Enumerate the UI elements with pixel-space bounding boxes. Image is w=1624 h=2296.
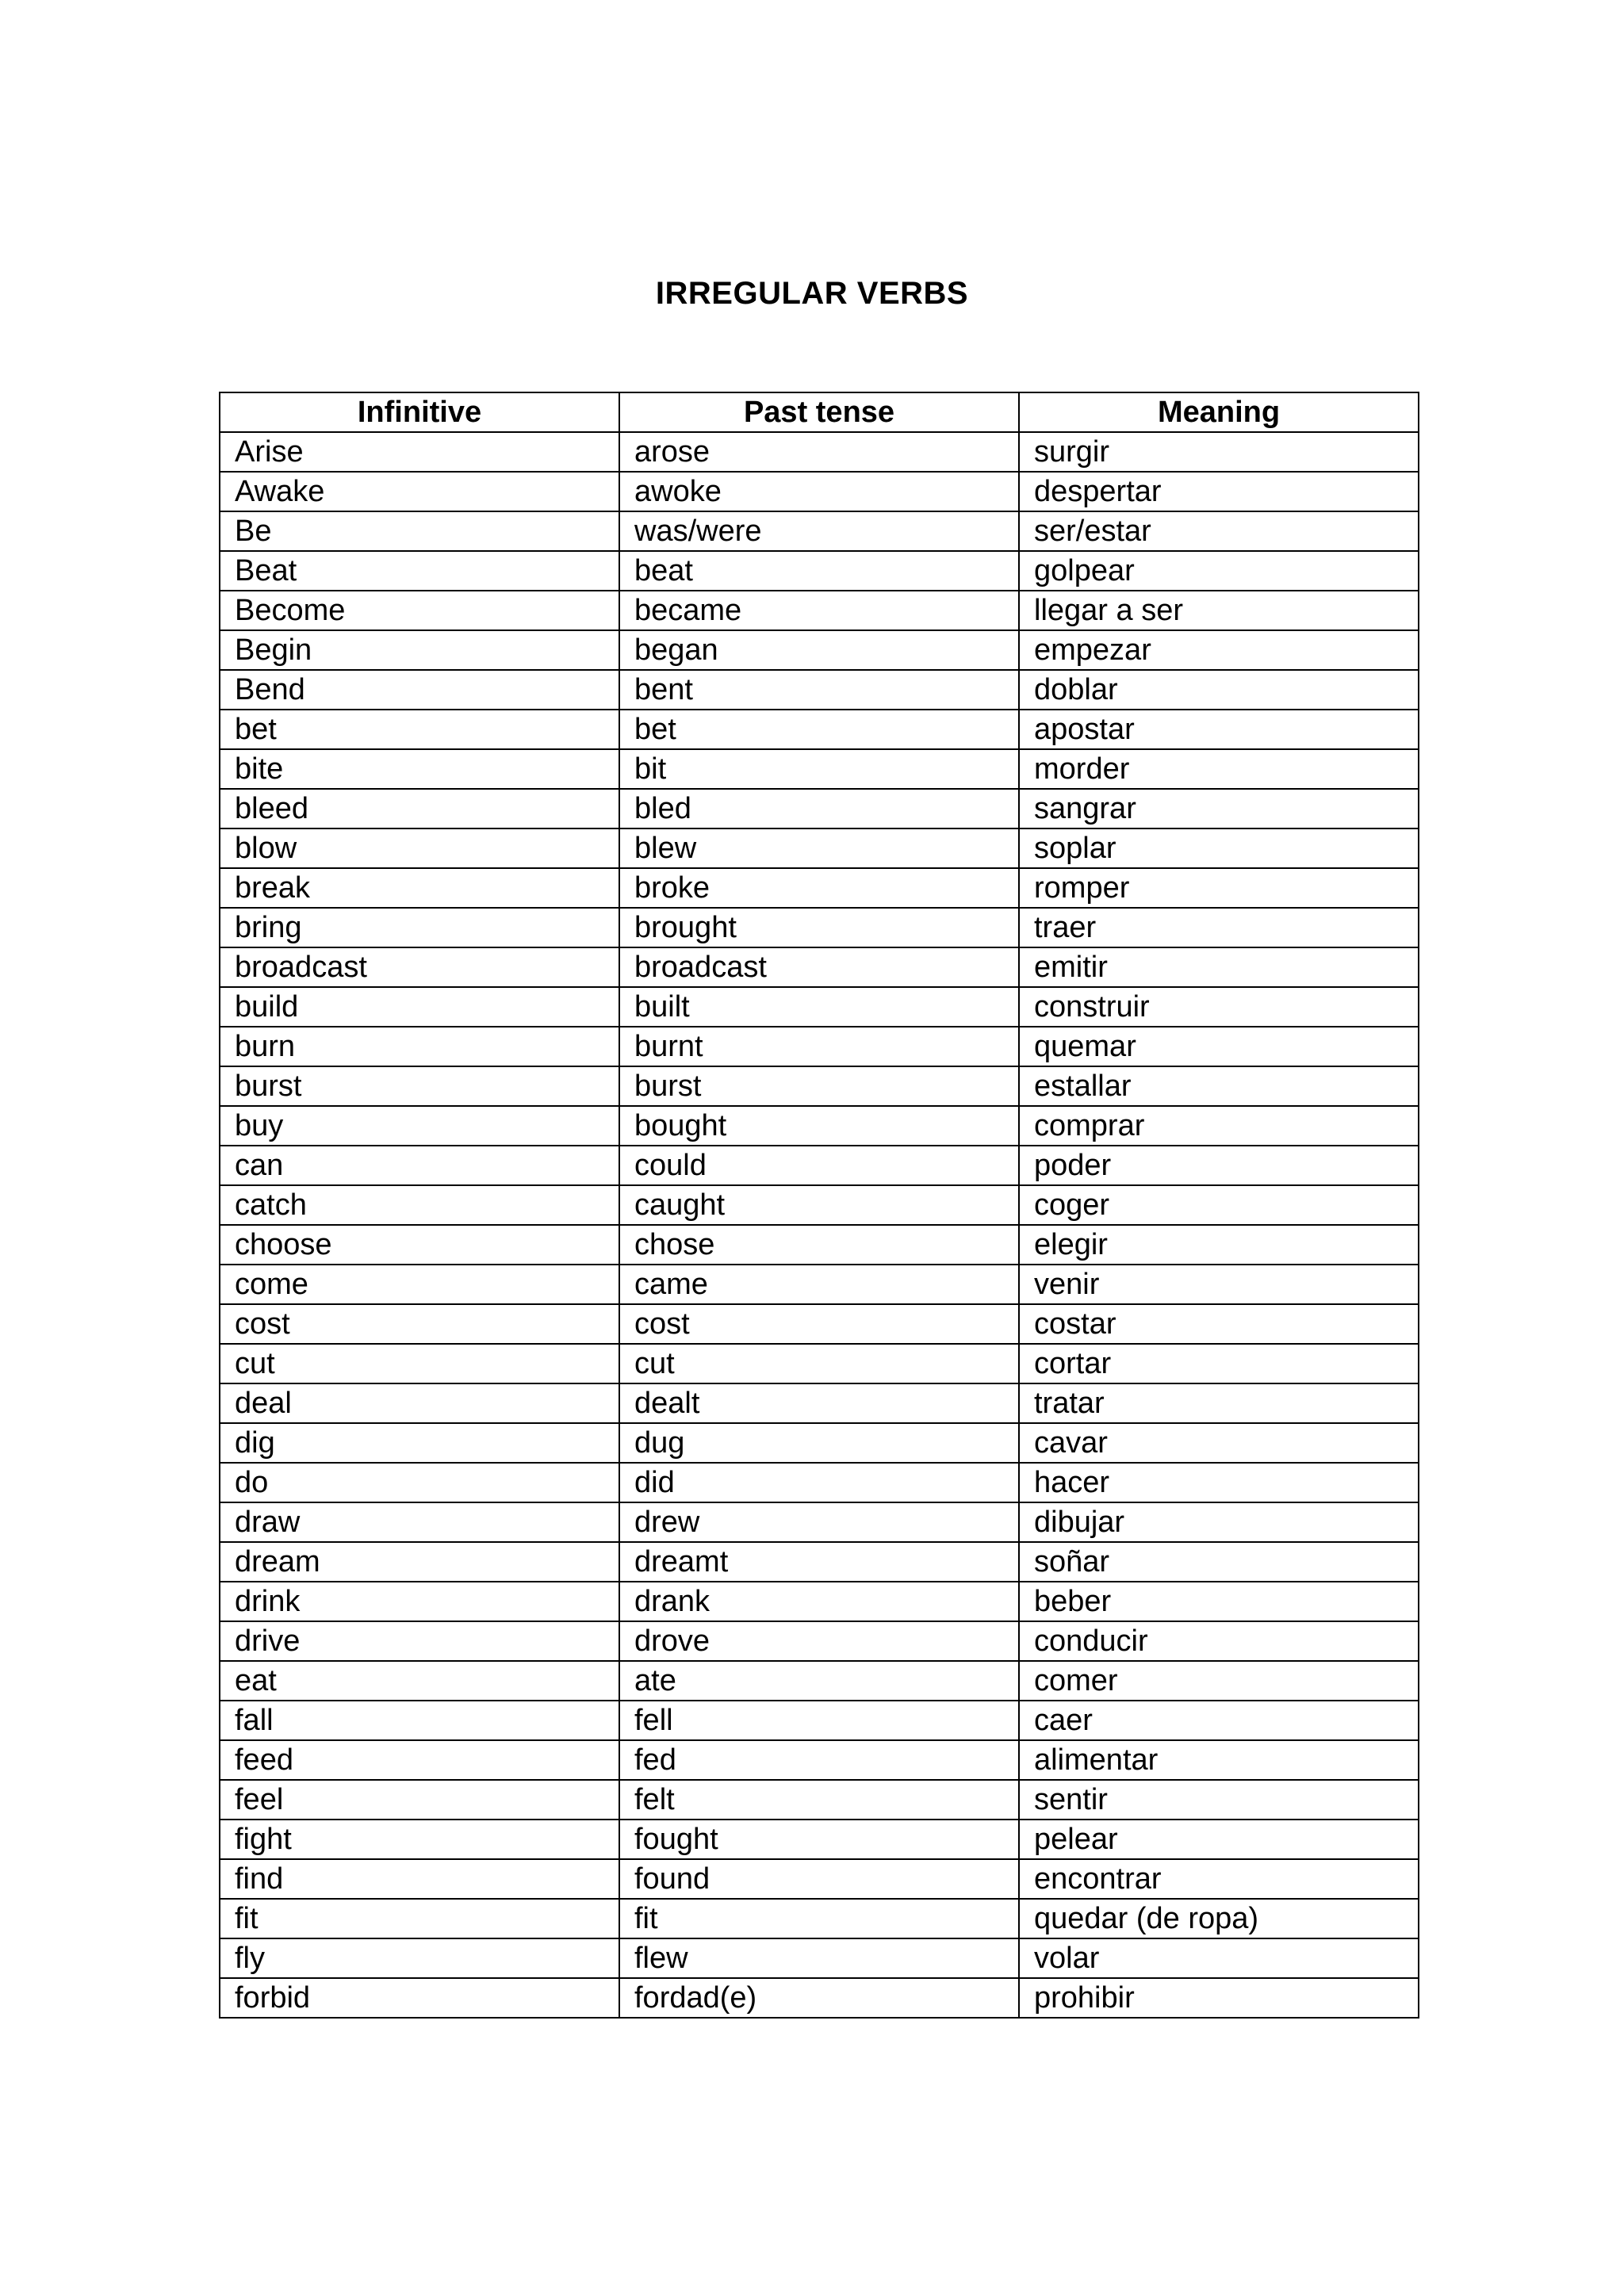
cell-meaning: traer (1019, 908, 1419, 947)
cell-infinitive: cost (220, 1304, 619, 1344)
cell-past-tense: broke (619, 868, 1019, 908)
cell-meaning: surgir (1019, 432, 1419, 472)
cell-meaning: emitir (1019, 947, 1419, 987)
table-row (220, 472, 1419, 511)
table-row (220, 1106, 1419, 1146)
cell-infinitive: buy (220, 1106, 619, 1146)
table-row (220, 1621, 1419, 1661)
cell-infinitive: fly (220, 1938, 619, 1978)
cell-meaning: empezar (1019, 630, 1419, 670)
cell-meaning: alimentar (1019, 1740, 1419, 1780)
table-row (220, 1899, 1419, 1938)
cell-infinitive: drink (220, 1582, 619, 1621)
table-row (220, 1463, 1419, 1502)
table-row (220, 1820, 1419, 1859)
table-row (220, 511, 1419, 551)
table-row (220, 1740, 1419, 1780)
cell-past-tense: burnt (619, 1027, 1019, 1066)
cell-infinitive: fight (220, 1820, 619, 1859)
cell-infinitive: can (220, 1146, 619, 1185)
table-row (220, 1978, 1419, 2018)
cell-past-tense: dreamt (619, 1542, 1019, 1582)
cell-infinitive: catch (220, 1185, 619, 1225)
cell-past-tense: brought (619, 908, 1019, 947)
cell-meaning: doblar (1019, 670, 1419, 710)
table-row (220, 1146, 1419, 1185)
cell-infinitive: Be (220, 511, 619, 551)
cell-past-tense: caught (619, 1185, 1019, 1225)
cell-meaning: venir (1019, 1265, 1419, 1304)
cell-meaning: tratar (1019, 1383, 1419, 1423)
table-row (220, 1701, 1419, 1740)
cell-infinitive: Become (220, 591, 619, 630)
cell-infinitive: broadcast (220, 947, 619, 987)
cell-meaning: encontrar (1019, 1859, 1419, 1899)
cell-past-tense: chose (619, 1225, 1019, 1265)
table-row (220, 1304, 1419, 1344)
cell-meaning: pelear (1019, 1820, 1419, 1859)
cell-meaning: comprar (1019, 1106, 1419, 1146)
table-row (220, 1383, 1419, 1423)
cell-past-tense: beat (619, 551, 1019, 591)
cell-meaning: cavar (1019, 1423, 1419, 1463)
cell-past-tense: was/were (619, 511, 1019, 551)
table-row (220, 789, 1419, 828)
cell-past-tense: broadcast (619, 947, 1019, 987)
table-row (220, 947, 1419, 987)
cell-meaning: dibujar (1019, 1502, 1419, 1542)
cell-meaning: poder (1019, 1146, 1419, 1185)
cell-past-tense: bled (619, 789, 1019, 828)
cell-meaning: quedar (de ropa) (1019, 1899, 1419, 1938)
cell-past-tense: built (619, 987, 1019, 1027)
table-row (220, 1582, 1419, 1621)
cell-meaning: hacer (1019, 1463, 1419, 1502)
cell-past-tense: dug (619, 1423, 1019, 1463)
cell-infinitive: cut (220, 1344, 619, 1383)
cell-infinitive: burst (220, 1066, 619, 1106)
table-row (220, 1661, 1419, 1701)
cell-meaning: soplar (1019, 828, 1419, 868)
table-row (220, 1225, 1419, 1265)
cell-infinitive: fall (220, 1701, 619, 1740)
table-row (220, 749, 1419, 789)
cell-past-tense: flew (619, 1938, 1019, 1978)
irregular-verbs-table (219, 392, 1419, 2019)
cell-meaning: despertar (1019, 472, 1419, 511)
cell-meaning: llegar a ser (1019, 591, 1419, 630)
table-row (220, 908, 1419, 947)
cell-infinitive: feed (220, 1740, 619, 1780)
cell-past-tense: awoke (619, 472, 1019, 511)
cell-infinitive: fit (220, 1899, 619, 1938)
table-header-row (220, 392, 1419, 432)
cell-past-tense: drank (619, 1582, 1019, 1621)
cell-infinitive: dig (220, 1423, 619, 1463)
cell-meaning: sentir (1019, 1780, 1419, 1820)
cell-infinitive: bleed (220, 789, 619, 828)
cell-past-tense: drove (619, 1621, 1019, 1661)
cell-past-tense: burst (619, 1066, 1019, 1106)
cell-infinitive: blow (220, 828, 619, 868)
header-infinitive: Infinitive (220, 392, 619, 432)
cell-meaning: caer (1019, 1701, 1419, 1740)
cell-infinitive: find (220, 1859, 619, 1899)
cell-meaning: morder (1019, 749, 1419, 789)
table-row (220, 1344, 1419, 1383)
cell-meaning: construir (1019, 987, 1419, 1027)
cell-meaning: apostar (1019, 710, 1419, 749)
cell-infinitive: Begin (220, 630, 619, 670)
table-row (220, 1502, 1419, 1542)
cell-past-tense: fed (619, 1740, 1019, 1780)
cell-past-tense: bent (619, 670, 1019, 710)
cell-past-tense: dealt (619, 1383, 1019, 1423)
cell-meaning: romper (1019, 868, 1419, 908)
cell-past-tense: bit (619, 749, 1019, 789)
cell-infinitive: dream (220, 1542, 619, 1582)
header-meaning: Meaning (1019, 392, 1419, 432)
cell-meaning: prohibir (1019, 1978, 1419, 2018)
cell-infinitive: drive (220, 1621, 619, 1661)
table-body (220, 432, 1419, 2018)
cell-past-tense: drew (619, 1502, 1019, 1542)
cell-infinitive: eat (220, 1661, 619, 1701)
table-row (220, 1423, 1419, 1463)
cell-infinitive: choose (220, 1225, 619, 1265)
cell-past-tense: cut (619, 1344, 1019, 1383)
cell-infinitive: break (220, 868, 619, 908)
header-past-tense: Past tense (619, 392, 1019, 432)
cell-past-tense: blew (619, 828, 1019, 868)
cell-meaning: coger (1019, 1185, 1419, 1225)
cell-past-tense: found (619, 1859, 1019, 1899)
cell-past-tense: did (619, 1463, 1019, 1502)
table-row (220, 1780, 1419, 1820)
table-row (220, 828, 1419, 868)
cell-past-tense: ate (619, 1661, 1019, 1701)
table-row (220, 1542, 1419, 1582)
cell-infinitive: Arise (220, 432, 619, 472)
table-row (220, 1066, 1419, 1106)
cell-past-tense: cost (619, 1304, 1019, 1344)
cell-past-tense: came (619, 1265, 1019, 1304)
table-row (220, 987, 1419, 1027)
cell-past-tense: fell (619, 1701, 1019, 1740)
cell-meaning: cortar (1019, 1344, 1419, 1383)
cell-infinitive: do (220, 1463, 619, 1502)
cell-infinitive: bite (220, 749, 619, 789)
cell-infinitive: feel (220, 1780, 619, 1820)
table-row (220, 1027, 1419, 1066)
cell-infinitive: deal (220, 1383, 619, 1423)
cell-meaning: costar (1019, 1304, 1419, 1344)
cell-past-tense: could (619, 1146, 1019, 1185)
table-row (220, 670, 1419, 710)
cell-infinitive: come (220, 1265, 619, 1304)
cell-meaning: conducir (1019, 1621, 1419, 1661)
cell-meaning: volar (1019, 1938, 1419, 1978)
cell-past-tense: felt (619, 1780, 1019, 1820)
cell-meaning: beber (1019, 1582, 1419, 1621)
table-row (220, 1185, 1419, 1225)
cell-meaning: sangrar (1019, 789, 1419, 828)
cell-past-tense: began (619, 630, 1019, 670)
cell-past-tense: fit (619, 1899, 1019, 1938)
cell-infinitive: Awake (220, 472, 619, 511)
cell-past-tense: fought (619, 1820, 1019, 1859)
cell-past-tense: became (619, 591, 1019, 630)
page-title: IRREGULAR VERBS (655, 276, 969, 311)
cell-infinitive: build (220, 987, 619, 1027)
table-row (220, 710, 1419, 749)
cell-infinitive: bring (220, 908, 619, 947)
cell-infinitive: Beat (220, 551, 619, 591)
cell-infinitive: Bend (220, 670, 619, 710)
cell-meaning: comer (1019, 1661, 1419, 1701)
cell-infinitive: burn (220, 1027, 619, 1066)
table-row (220, 868, 1419, 908)
table-row (220, 432, 1419, 472)
cell-past-tense: arose (619, 432, 1019, 472)
cell-meaning: quemar (1019, 1027, 1419, 1066)
cell-meaning: golpear (1019, 551, 1419, 591)
table-row (220, 1265, 1419, 1304)
table-row (220, 591, 1419, 630)
cell-meaning: ser/estar (1019, 511, 1419, 551)
cell-past-tense: bought (619, 1106, 1019, 1146)
cell-past-tense: bet (619, 710, 1019, 749)
table-row (220, 630, 1419, 670)
table-row (220, 551, 1419, 591)
table-row (220, 1859, 1419, 1899)
cell-meaning: soñar (1019, 1542, 1419, 1582)
cell-infinitive: bet (220, 710, 619, 749)
cell-meaning: estallar (1019, 1066, 1419, 1106)
cell-meaning: elegir (1019, 1225, 1419, 1265)
cell-past-tense: fordad(e) (619, 1978, 1019, 2018)
cell-infinitive: forbid (220, 1978, 619, 2018)
cell-infinitive: draw (220, 1502, 619, 1542)
table-row (220, 1938, 1419, 1978)
